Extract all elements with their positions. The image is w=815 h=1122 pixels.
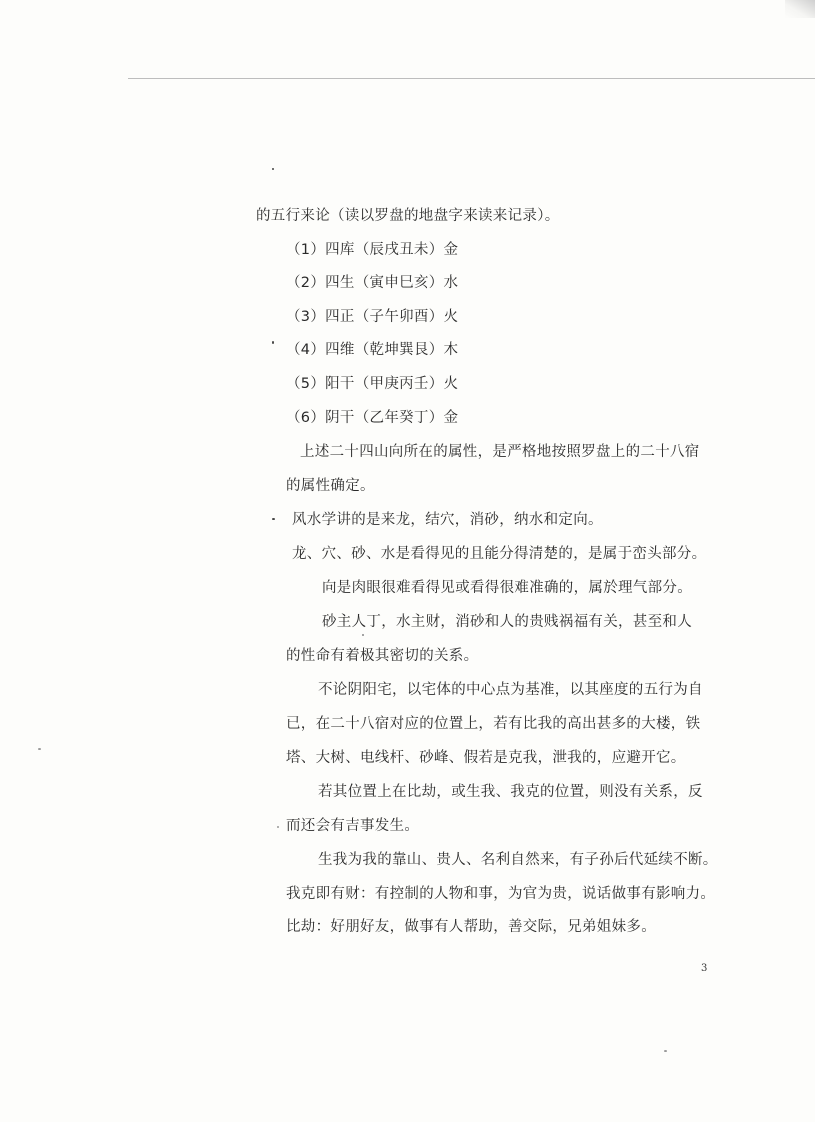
text-line-9: 的属性确定。 [286,478,375,494]
text-line-14: 的性命有着极其密切的关系。 [286,648,479,664]
scan-corner-shadow [785,0,815,18]
scan-speck [272,168,274,170]
text-line-1: 的五行来论（读以罗盘的地盘字来读来记录）。 [256,208,560,224]
text-line-21: 我克即有财：有控制的人物和事，为官为贵，说话做事有影响力。 [286,886,716,902]
scan-speck [38,748,41,750]
text-line-16: 已，在二十八宿对应的位置上，若有比我的高出甚多的大楼，铁 [286,716,701,732]
scan-speck [277,826,279,828]
list-item-6: （6）阴干（乙年癸丁）金 [286,410,459,426]
header-rule [128,78,815,79]
list-item-5: （5）阳干（甲庚丙壬）火 [286,376,459,392]
scan-speck [272,518,275,520]
list-item-1: （1）四库（辰戌丑未）金 [286,242,459,258]
scan-speck [664,1050,667,1052]
text-line-13: 砂主人丁，水主财，消砂和人的贵贱祸福有关，甚至和人 [322,614,692,630]
text-line-20: 生我为我的靠山、贵人、名利自然来，有子孙后代延续不断。 [318,852,718,868]
text-line-10: 风水学讲的是来龙，结穴，消砂，纳水和定向。 [292,512,603,528]
list-item-2: （2）四生（寅申巳亥）水 [286,275,459,291]
text-line-15: 不论阴阳宅，以宅体的中心点为基准，以其座度的五行为自 [318,682,703,698]
text-line-22: 比劫：好朋好友，做事有人帮助，善交际，兄弟姐妹多。 [286,919,656,935]
list-item-4: （4）四维（乾坤巽艮）木 [286,342,459,358]
text-line-11: 龙、穴、砂、水是看得见的且能分得清楚的，是属于峦头部分。 [292,546,707,562]
text-line-17: 塔、大树、电线杆、砂峰、假若是克我，泄我的，应避开它。 [286,750,686,766]
page-number: 3 [701,963,708,974]
text-line-19: 而还会有吉事发生。 [286,818,420,834]
scan-speck [362,634,364,636]
text-line-12: 向是肉眼很难看得见或看得很难准确的，属於理气部分。 [322,580,692,596]
list-item-3: （3）四正（子午卯酉）火 [286,309,459,325]
scan-speck [272,341,274,344]
text-line-18: 若其位置上在比劫，或生我、我克的位置，则没有关系，反 [318,784,703,800]
text-line-8: 上述二十四山向所在的属性，是严格地按照罗盘上的二十八宿 [300,444,700,460]
